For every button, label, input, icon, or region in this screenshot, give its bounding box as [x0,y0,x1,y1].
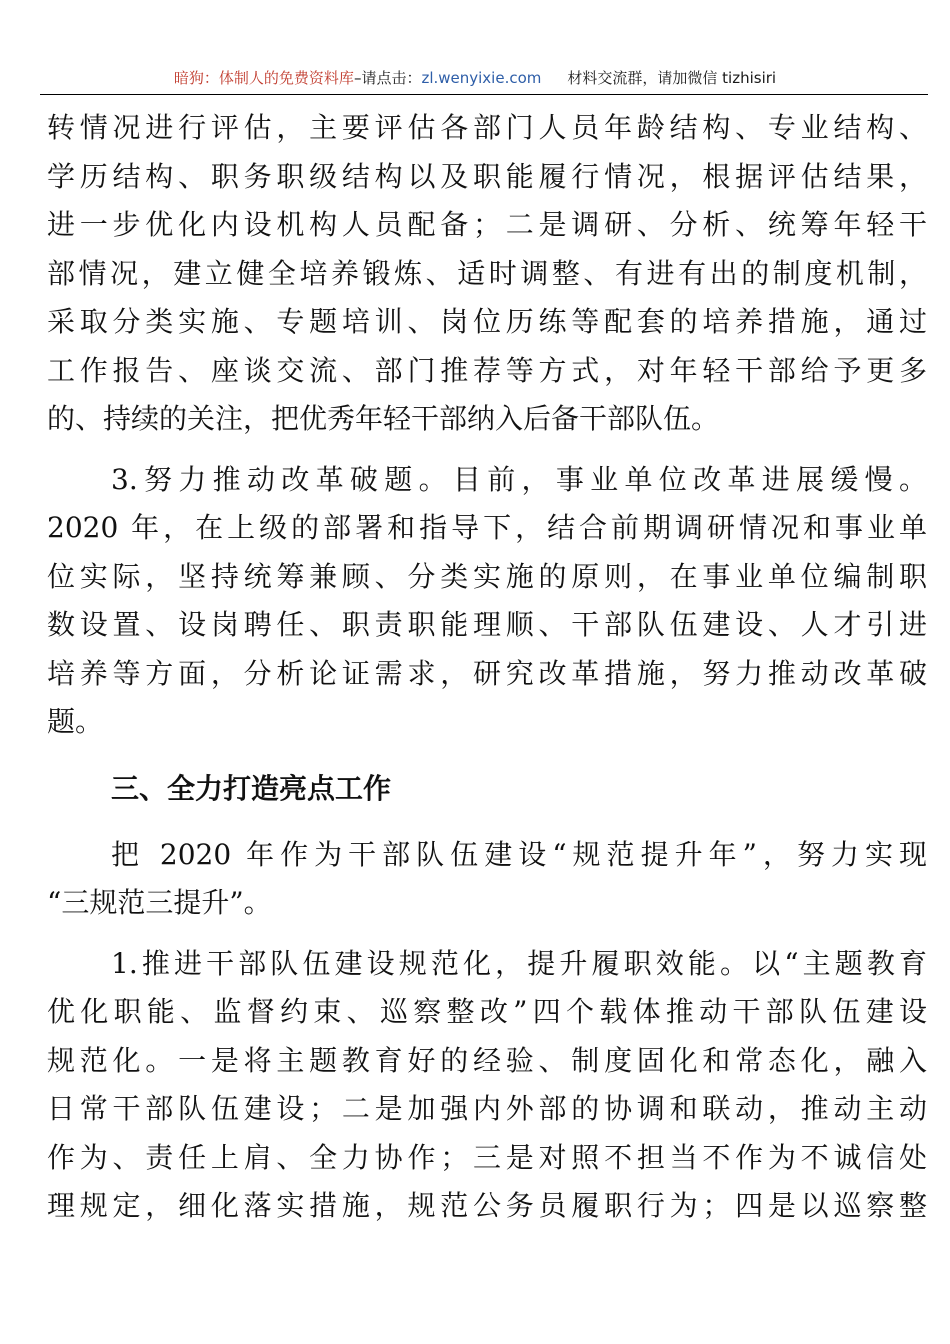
header-divider [40,94,928,95]
text-line: 规范化。一是将主题教育好的经验、制度固化和常态化，融入 [47,1043,927,1077]
text-line: 工作报告、座谈交流、部门推荐等方式，对年轻干部给予更多 [47,353,927,387]
section-heading: 三、全力打造亮点工作 [111,771,392,805]
text-line: 题。 [47,705,104,738]
header-contact: 材料交流群，请加微信 tizhisiri [567,69,777,87]
text-line: 2020 年，在上级的部署和指导下，结合前期调研情况和事业单 [47,511,927,544]
text-line: 理规定，细化落实措施，规范公务员履职行为；四是以巡察整 [47,1189,927,1222]
paragraph-2 [47,456,927,747]
text-line: 3.努力推动改革破题。目前，事业单位改革进展缓慢。 [111,462,927,496]
paragraph-3 [47,831,927,928]
text-line: 采取分类实施、专题培训、岗位历练等配套的培养措施，通过 [47,305,927,338]
text-line: 优化职能、监督约束、巡察整改”四个载体推动干部队伍建设 [47,995,927,1028]
text-line: 学历结构、职务职级结构以及职能履行情况，根据评估结果， [47,159,927,193]
text-line: 1.推进干部队伍建设规范化，提升履职效能。以“主题教育 [111,946,927,980]
paragraph-4 [47,940,927,1231]
text-line: 转情况进行评估，主要评估各部门人员年龄结构、专业结构、 [47,111,927,144]
text-line: “三规范三提升”。 [47,886,272,919]
paragraph-1 [47,104,927,444]
text-line: 把 2020 年作为干部队伍建设“规范提升年”，努力实现 [111,837,927,871]
page-header [0,66,950,90]
text-line: 部情况，建立健全培养锻炼、适时调整、有进有出的制度机制， [47,256,927,290]
text-line: 日常干部队伍建设；二是加强内外部的协调和联动，推动主动 [47,1092,927,1125]
header-link[interactable]: zl.wenyixie.com [421,69,542,87]
document-body [47,104,927,1231]
text-line: 培养等方面，分析论证需求，研究改革措施，努力推动改革破 [47,656,927,690]
text-line: 的、持续的关注，把优秀年轻干部纳入后备干部队伍。 [47,402,720,435]
text-line: 作为、责任上肩、全力协作；三是对照不担当不作为不诚信处 [47,1140,927,1174]
text-line: 进一步优化内设机构人员配备；二是调研、分析、统筹年轻干 [47,208,927,241]
header-prompt: –请点击： [353,69,422,87]
text-line: 数设置、设岗聘任、职责职能理顺、干部队伍建设、人才引进 [47,608,927,641]
text-line: 位实际，坚持统筹兼顾、分类实施的原则，在事业单位编制职 [47,559,927,593]
header-title: 暗狗：体制人的免费资料库 [173,69,354,87]
